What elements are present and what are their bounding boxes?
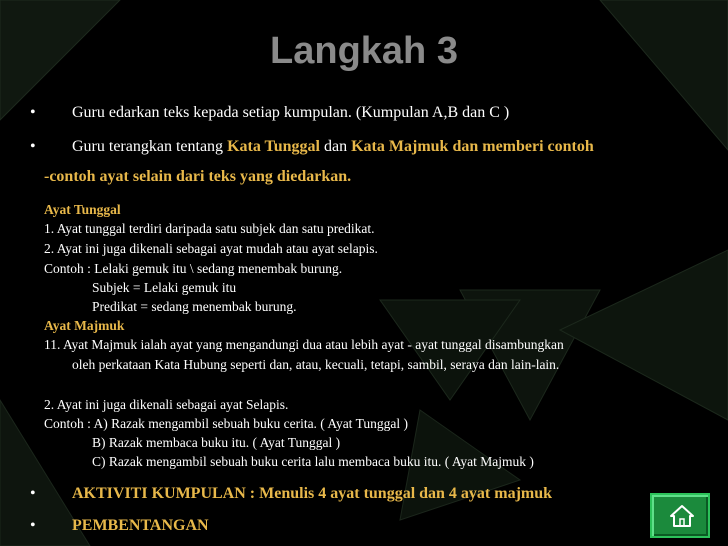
kata-tunggal-highlight: Kata Tunggal — [227, 138, 320, 155]
home-button[interactable] — [650, 493, 710, 538]
ayat-tunggal-heading: Ayat Tunggal — [44, 202, 121, 217]
pembentangan-bullet: PEMBENTANGAN — [72, 517, 209, 534]
bullet-2-continuation: -contoh ayat selain dari teks yang diedarkan. — [44, 168, 352, 185]
bullet-marker: • — [30, 485, 36, 502]
bullet-2-prefix: Guru terangkan tentang — [72, 138, 228, 155]
ayat-majmuk-line-3: 2. Ayat ini juga dikenali sebagai ayat Selapis. — [44, 397, 289, 412]
bullet-marker: • — [30, 104, 36, 121]
bullet-marker: • — [30, 138, 36, 155]
slide-title: Langkah 3 — [270, 30, 458, 72]
kata-majmuk-highlight: Kata Majmuk dan memberi contoh — [351, 138, 594, 155]
ayat-majmuk-example-b: B) Razak membaca buku itu. ( Ayat Tunggal ) — [92, 435, 341, 450]
ayat-tunggal-line-2: 2. Ayat ini juga dikenali sebagai ayat mudah atau ayat selapis. — [44, 241, 378, 256]
ayat-tunggal-example: Contoh : Lelaki gemuk itu \ sedang menembak burung. — [44, 261, 343, 276]
ayat-majmuk-heading: Ayat Majmuk — [44, 318, 125, 333]
home-icon — [669, 504, 695, 528]
bullet-marker: • — [30, 517, 36, 534]
ayat-tunggal-predikat: Predikat = sedang menembak burung. — [92, 299, 297, 314]
ayat-majmuk-line-2: oleh perkataan Kata Hubung seperti dan, atau, kecuali, tetapi, sambil, seraya dan lain-lain. — [72, 357, 560, 372]
bullet-2-dan: dan — [320, 138, 352, 155]
ayat-majmuk-example-a: Contoh : A) Razak mengambil sebuah buku cerita. ( Ayat Tunggal ) — [44, 416, 408, 431]
ayat-majmuk-line-1: 11. Ayat Majmuk ialah ayat yang mengandungi dua atau lebih ayat - ayat tunggal disambungkan — [44, 337, 564, 352]
aktiviti-kumpulan-bullet: AKTIVITI KUMPULAN : Menulis 4 ayat tunggal dan 4 ayat majmuk — [72, 485, 553, 502]
bullet-text-2 — [72, 138, 594, 156]
bullet-text-1: Guru edarkan teks kepada setiap kumpulan. (Kumpulan A,B dan C ) — [72, 104, 510, 121]
ayat-tunggal-subjek: Subjek = Lelaki gemuk itu — [92, 280, 237, 295]
ayat-tunggal-line-1: 1. Ayat tunggal terdiri daripada satu subjek dan satu predikat. — [44, 221, 375, 236]
ayat-majmuk-example-c: C) Razak mengambil sebuah buku cerita lalu membaca buku itu. ( Ayat Majmuk ) — [92, 454, 534, 469]
